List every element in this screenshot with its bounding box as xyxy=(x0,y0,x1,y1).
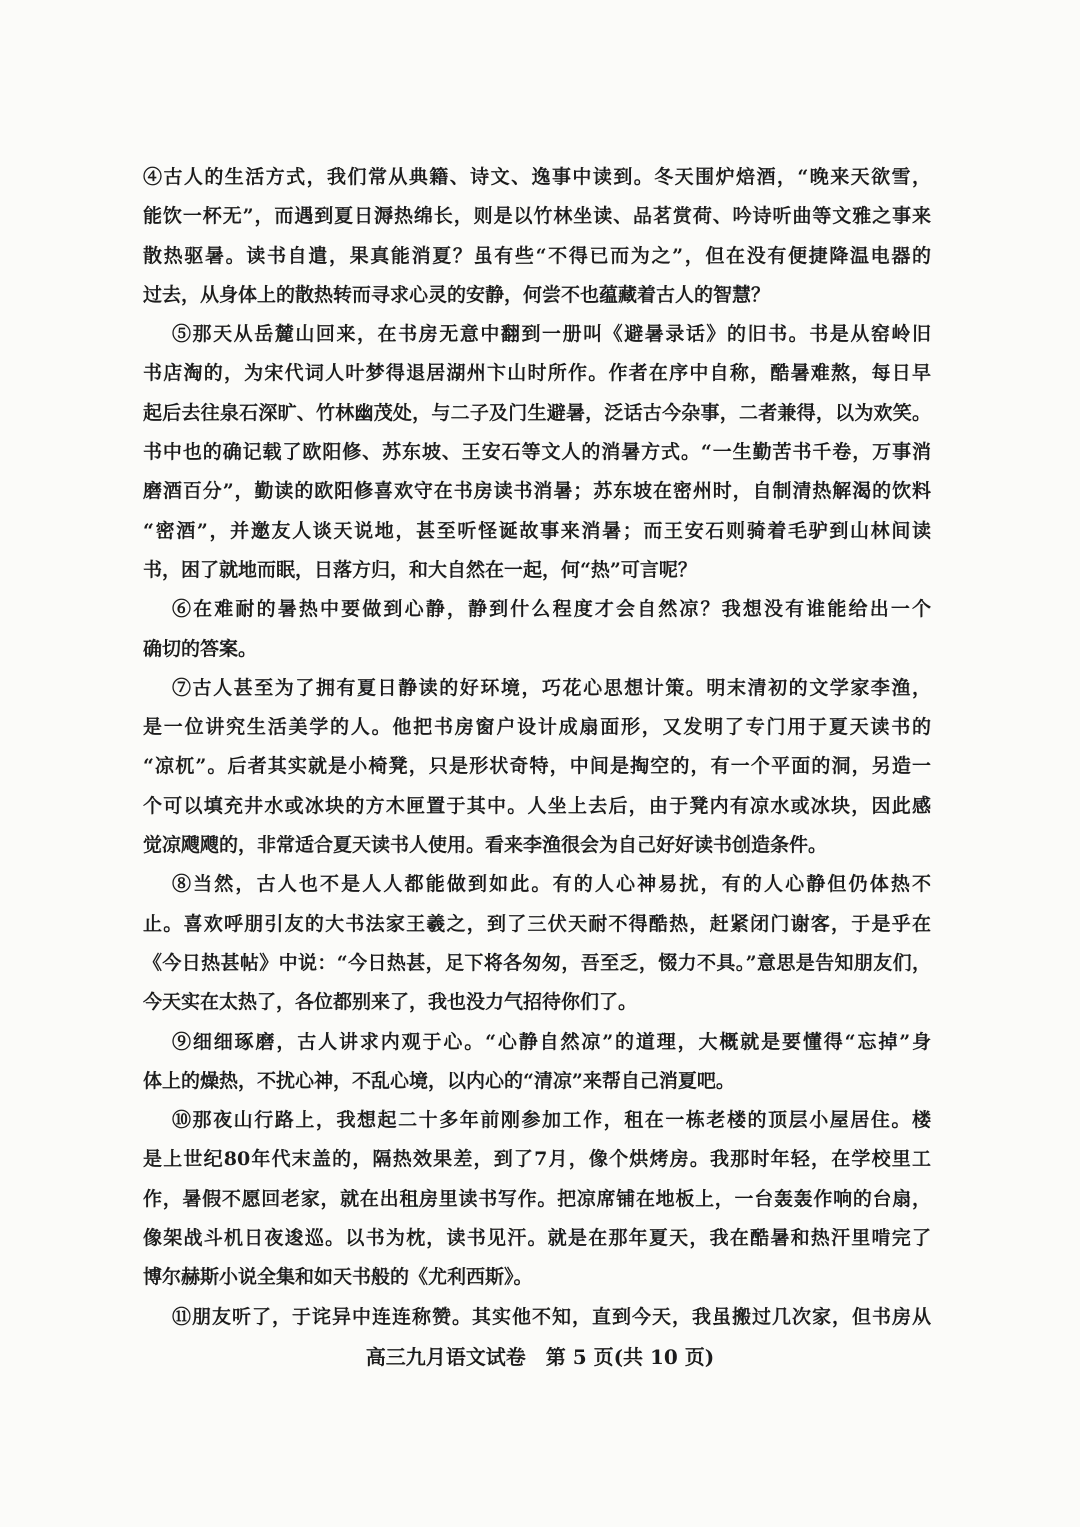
paragraph-6 xyxy=(143,590,931,669)
text-line: 确切的答案。 xyxy=(143,637,258,660)
text-line: 体上的燥热，不扰心神，不乱心境，以内心的“清凉”来帮自己消夏吧。 xyxy=(143,1069,735,1092)
text-line: 今天实在太热了，各位都别来了，我也没力气招待你们了。 xyxy=(143,991,638,1014)
text-line: 能饮一杯无”，而遇到夏日溽热绵长，则是以竹林坐读、品茗赏荷、吟诗听曲等文雅之事来 xyxy=(143,205,931,228)
text-line: ④古人的生活方式，我们常从典籍、诗文、逸事中读到。冬天围炉焙酒，“晚来天欲雪， xyxy=(143,166,931,188)
paragraph-8 xyxy=(143,865,931,1022)
text-line: 书中也的确记载了欧阳修、苏东坡、王安石等文人的消暑方式。“一生勤苦书千卷，万事消 xyxy=(143,441,931,464)
text-line: 是一位讲究生活美学的人。他把书房窗户设计成扇面形，又发明了专门用于夏天读书的 xyxy=(143,716,931,739)
text-line: 书，困了就地而眠，日落方归，和大自然在一起，何“热”可言呢？ xyxy=(143,558,697,581)
text-line: 起后去往泉石深旷、竹林幽茂处，与二子及门生避暑，泛话古今杂事，二者兼得，以为欢笑。 xyxy=(143,401,931,424)
paragraph-7 xyxy=(143,669,931,865)
text-line: 磨酒百分”，勤读的欧阳修喜欢守在书房读书消暑；苏东坡在密州时，自制清热解渴的饮料 xyxy=(143,480,931,503)
article-body xyxy=(143,158,931,1337)
text-line: 像架战斗机日夜逡巡。以书为枕，读书见汗。就是在那年夏天，我在酷暑和热汗里啃完了 xyxy=(143,1227,931,1250)
paragraph-9 xyxy=(143,1023,931,1102)
text-line: 博尔赫斯小说全集和如天书般的《尤利西斯》。 xyxy=(143,1266,533,1289)
text-line: ⑨细细琢磨，古人讲求内观于心。“心静自然凉”的道理，大概就是要懂得“忘掉”身 xyxy=(172,1030,931,1053)
text-line: 觉凉飕飕的，非常适合夏天读书人使用。看来李渔很会为自己好好读书创造条件。 xyxy=(143,834,828,857)
text-line: 止。喜欢呼朋引友的大书法家王羲之，到了三伏天耐不得酷热，赶紧闭门谢客，于是乎在 xyxy=(143,912,931,935)
text-line: ⑪朋友听了，于诧异中连连称赞。其实他不知，直到今天，我虽搬过几次家，但书房从 xyxy=(172,1305,931,1328)
text-line: ⑧当然，古人也不是人人都能做到如此。有的人心神易扰，有的人心静但仍体热不 xyxy=(172,873,931,896)
text-line: ⑦古人甚至为了拥有夏日静读的好环境，巧花心思想计策。明末清初的文学家李渔， xyxy=(172,676,931,699)
text-line: ⑩那夜山行路上，我想起二十多年前刚参加工作，租在一栋老楼的顶层小屋居住。楼 xyxy=(172,1109,931,1132)
page-footer: 高三九月语文试卷 第 5 页(共 10 页) xyxy=(365,1345,715,1369)
paragraph-5 xyxy=(143,315,931,590)
text-line: 是上世纪80年代末盖的，隔热效果差，到了7月，像个烘烤房。我那时年轻，在学校里工 xyxy=(143,1148,931,1171)
text-line: 作，暑假不愿回老家，就在出租房里读书写作。把凉席铺在地板上，一台轰轰作响的台扇， xyxy=(143,1187,931,1210)
text-line: 个可以填充井水或冰块的方木匣置于其中。人坐上去后，由于凳内有凉水或冰块，因此感 xyxy=(143,794,931,817)
paragraph-11 xyxy=(143,1298,931,1337)
paragraph-4 xyxy=(143,158,931,315)
text-line: 散热驱暑。读书自遣，果真能消夏？虽有些“不得已而为之”，但在没有便捷降温电器的 xyxy=(143,244,931,267)
text-line: ⑥在难耐的暑热中要做到心静，静到什么程度才会自然凉？我想没有谁能给出一个 xyxy=(172,598,931,621)
text-line: 《今日热甚帖》中说：“今日热甚，足下将各匆匆，吾至乏，惙力不具。”意思是告知朋友们， xyxy=(143,951,931,974)
paragraph-10 xyxy=(143,1101,931,1297)
text-line: “密酒”，并邀友人谈天说地，甚至听怪诞故事来消暑；而王安石则骑着毛驴到山林间读 xyxy=(143,519,931,542)
text-line: ⑤那天从岳麓山回来，在书房无意中翻到一册叫《避暑录话》的旧书。书是从窑岭旧 xyxy=(172,323,931,346)
text-line: 书店淘的，为宋代词人叶梦得退居湖州卞山时所作。作者在序中自称，酷暑难熬，每日早 xyxy=(143,362,931,385)
text-line: “凉杌”。后者其实就是小椅凳，只是形状奇特，中间是掏空的，有一个平面的洞，另造一 xyxy=(143,755,931,778)
text-line: 过去，从身体上的散热转而寻求心灵的安静，何尝不也蕴藏着古人的智慧？ xyxy=(143,283,771,306)
